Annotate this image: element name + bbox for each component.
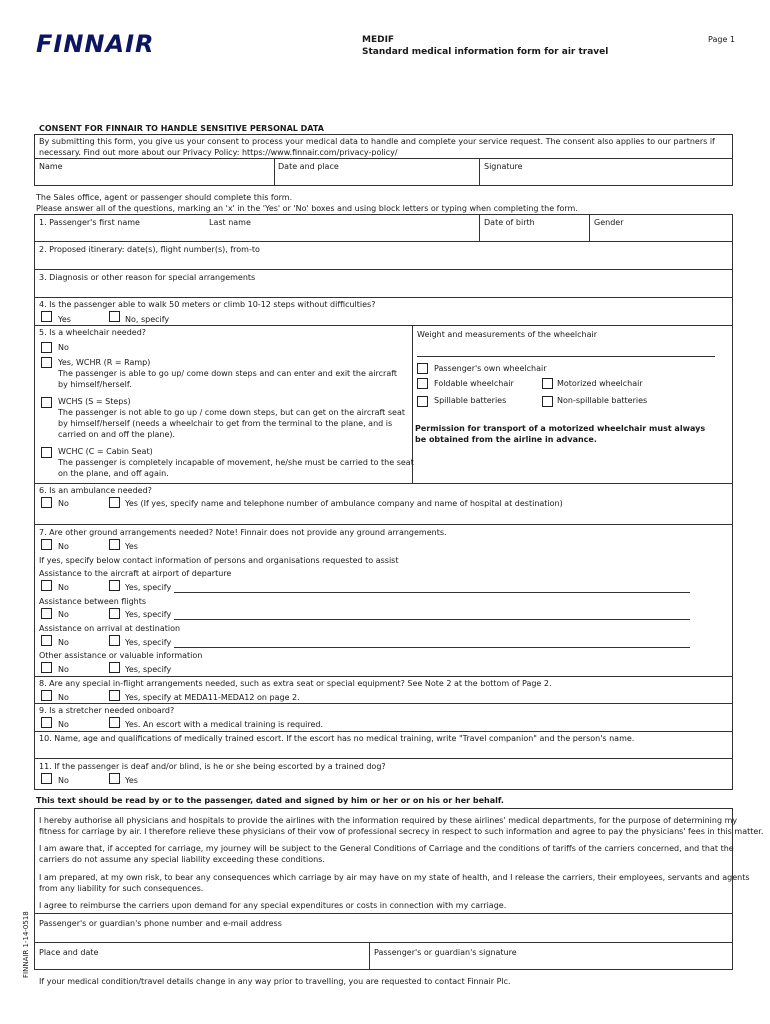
q2-itinerary[interactable]: 2. Proposed itinerary: date(s), flight number(s), from-to bbox=[39, 245, 260, 254]
q7-a4-no-label: No bbox=[58, 665, 69, 674]
q3-diagnosis[interactable]: 3. Diagnosis or other reason for special arrangements bbox=[39, 273, 256, 282]
q7-a4-yes-label: Yes, specify bbox=[125, 665, 172, 674]
q7-a2-no-label: No bbox=[58, 610, 69, 619]
q7-yes-checkbox[interactable] bbox=[109, 539, 120, 550]
declaration-p2-2: carriers do not assume any special liability exceeding these conditions. bbox=[39, 855, 325, 864]
q1-dob[interactable]: Date of birth bbox=[484, 218, 535, 227]
declaration-phone-email-field[interactable]: Passenger's or guardian's phone number and e-mail address bbox=[39, 919, 282, 928]
q7-a1-yes-checkbox[interactable] bbox=[109, 580, 120, 591]
q7-label: 7. Are other ground arrangements needed? Note! Finnair does not provide any ground arrangements. bbox=[39, 528, 447, 537]
q7-a1-no-label: No bbox=[58, 583, 69, 592]
q1-gender[interactable]: Gender bbox=[594, 218, 624, 227]
q7-yes-label: Yes bbox=[125, 542, 138, 551]
q11-yes-checkbox[interactable] bbox=[109, 773, 120, 784]
q5-no-checkbox[interactable] bbox=[41, 342, 52, 353]
q5-nonspillable-checkbox[interactable] bbox=[542, 396, 553, 407]
form-title: Standard medical information form for air travel bbox=[362, 47, 609, 57]
q5-wchr-checkbox[interactable] bbox=[41, 357, 52, 368]
q7-a3-no-checkbox[interactable] bbox=[41, 635, 52, 646]
q5-permission-note-2: be obtained from the airline in advance. bbox=[415, 435, 597, 444]
q5-wchs-desc-2: by himself/herself (needs a wheelchair to get from the terminal to the plane, and is bbox=[58, 419, 393, 428]
q5-wchc-desc-2: on the plane, and off again. bbox=[58, 469, 169, 478]
page-number: Page 1 bbox=[708, 35, 735, 44]
consent-signature-field[interactable]: Signature bbox=[484, 162, 523, 171]
q7-a3-specify-field[interactable] bbox=[174, 647, 690, 648]
q7-a3-yes-label: Yes, specify bbox=[125, 638, 172, 647]
q7-a1-specify-field[interactable] bbox=[174, 592, 690, 593]
q5-wchs-title: WCHS (S = Steps) bbox=[58, 397, 131, 406]
declaration-p1-1: I hereby authorise all physicians and hospitals to provide the airlines with the information required by these airlines' medical departments, for the purpose of determining my bbox=[39, 816, 738, 825]
q7-a1-label: Assistance to the aircraft at airport of departure bbox=[39, 569, 232, 578]
q7-a1-no-checkbox[interactable] bbox=[41, 580, 52, 591]
q11-yes-label: Yes bbox=[125, 776, 138, 785]
footer-note: If your medical condition/travel details change in any way prior to travelling, you are requested to contact Finnair Plc. bbox=[39, 977, 511, 986]
q9-no-label: No bbox=[58, 720, 69, 729]
q8-no-checkbox[interactable] bbox=[41, 690, 52, 701]
q5-wheelchair-weight-field[interactable] bbox=[417, 356, 715, 357]
q9-no-checkbox[interactable] bbox=[41, 717, 52, 728]
q7-a4-label: Other assistance or valuable information bbox=[39, 651, 203, 660]
q7-a2-label: Assistance between flights bbox=[39, 597, 147, 606]
q11-no-label: No bbox=[58, 776, 69, 785]
q4-no-label: No, specify bbox=[125, 315, 170, 324]
declaration-p2-1: I am aware that, if accepted for carriage, my journey will be subject to the General Conditions of Carriage and the conditions of tariffs of the carriers concerned, and that the bbox=[39, 844, 734, 853]
q4-label: 4. Is the passenger able to walk 50 meters or climb 10-12 steps without difficulties? bbox=[39, 300, 376, 309]
q5-wchc-desc-1: The passenger is completely incapable of movement, he/she must be carried to the seat bbox=[58, 458, 414, 467]
q5-nonspillable-label: Non-spillable batteries bbox=[557, 396, 648, 405]
q7-a2-yes-label: Yes, specify bbox=[125, 610, 172, 619]
q1-last-name[interactable]: Last name bbox=[209, 218, 251, 227]
declaration-p4: I agree to reimburse the carriers upon demand for any special expenditures or costs in connection with my carriage. bbox=[39, 901, 507, 910]
declaration-heading: This text should be read by or to the passenger, dated and signed by him or her or on his or her behalf. bbox=[36, 796, 504, 805]
form-code: MEDIF bbox=[362, 35, 395, 45]
q7-a2-no-checkbox[interactable] bbox=[41, 608, 52, 619]
q7-no-label: No bbox=[58, 542, 69, 551]
q9-label: 9. Is a stretcher needed onboard? bbox=[39, 706, 175, 715]
q11-label: 11. If the passenger is deaf and/or blind, is he or she being escorted by a trained dog? bbox=[39, 762, 386, 771]
q6-yes-label: Yes (If yes, specify name and telephone number of ambulance company and name of hospital at destination) bbox=[125, 499, 563, 508]
declaration-p3-1: I am prepared, at my own risk, to bear any consequences which carriage by air may have on my state of health, and I release the carriers, their employees, servants and agents bbox=[39, 873, 750, 882]
q11-no-checkbox[interactable] bbox=[41, 773, 52, 784]
q7-a4-no-checkbox[interactable] bbox=[41, 662, 52, 673]
q5-spillable-label: Spillable batteries bbox=[434, 396, 507, 405]
instructions-1: The Sales office, agent or passenger should complete this form. bbox=[36, 193, 293, 202]
q7-a4-yes-checkbox[interactable] bbox=[109, 662, 120, 673]
q8-yes-label: Yes, specify at MEDA11-MEDA12 on page 2. bbox=[125, 693, 300, 702]
q7-a3-yes-checkbox[interactable] bbox=[109, 635, 120, 646]
q10-escort[interactable]: 10. Name, age and qualifications of medically trained escort. If the escort has no medical training, write "Travel companion" and the person's name. bbox=[39, 734, 635, 743]
q6-yes-checkbox[interactable] bbox=[109, 497, 120, 508]
declaration-place-date-field[interactable]: Place and date bbox=[39, 948, 99, 957]
q7-a2-specify-field[interactable] bbox=[174, 619, 690, 620]
consent-name-field[interactable]: Name bbox=[39, 162, 63, 171]
q5-own-wheelchair-checkbox[interactable] bbox=[417, 363, 428, 374]
q5-label: 5. Is a wheelchair needed? bbox=[39, 328, 147, 337]
q4-yes-label: Yes bbox=[58, 315, 71, 324]
q5-own-wheelchair-label: Passenger's own wheelchair bbox=[434, 364, 547, 373]
consent-title: CONSENT FOR FINNAIR TO HANDLE SENSITIVE PERSONAL DATA bbox=[39, 124, 324, 133]
q5-no-label: No bbox=[58, 343, 69, 352]
q7-a3-no-label: No bbox=[58, 638, 69, 647]
side-code: FINNAIR 1-14-0518 bbox=[22, 911, 30, 978]
q5-wheelchair-weight-label: Weight and measurements of the wheelchair bbox=[417, 330, 598, 339]
q5-wchc-checkbox[interactable] bbox=[41, 447, 52, 458]
q1-first-name[interactable]: 1. Passenger's first name bbox=[39, 218, 140, 227]
q7-no-checkbox[interactable] bbox=[41, 539, 52, 550]
declaration-signature-field[interactable]: Passenger's or guardian's signature bbox=[374, 948, 517, 957]
q5-foldable-label: Foldable wheelchair bbox=[434, 379, 514, 388]
q7-a1-yes-label: Yes, specify bbox=[125, 583, 172, 592]
declaration-p3-2: from any liability for such consequences. bbox=[39, 884, 204, 893]
q6-label: 6. Is an ambulance needed? bbox=[39, 486, 152, 495]
consent-date-place-field[interactable]: Date and place bbox=[278, 162, 339, 171]
q5-wchs-desc-3: carried on and off the plane). bbox=[58, 430, 176, 439]
instructions-2: Please answer all of the questions, marking an 'x' in the 'Yes' or 'No' boxes and using block letters or typing when completing the form. bbox=[36, 204, 578, 213]
q5-spillable-checkbox[interactable] bbox=[417, 396, 428, 407]
q6-no-checkbox[interactable] bbox=[41, 497, 52, 508]
q8-no-label: No bbox=[58, 693, 69, 702]
q9-yes-label: Yes. An escort with a medical training is required. bbox=[125, 720, 324, 729]
q8-yes-checkbox[interactable] bbox=[109, 690, 120, 701]
q5-wchr-desc-2: by himself/herself. bbox=[58, 380, 132, 389]
q8-label: 8. Are any special in-flight arrangements needed, such as extra seat or special equipment? See Note 2 at the bottom of Page 2. bbox=[39, 679, 552, 688]
q4-yes-checkbox[interactable] bbox=[41, 311, 52, 322]
q5-wchr-desc-1: The passenger is able to go up/ come down steps and can enter and exit the aircraft bbox=[58, 369, 398, 378]
q7-a2-yes-checkbox[interactable] bbox=[109, 608, 120, 619]
finnair-logo: FINNAIR bbox=[36, 30, 155, 58]
q5-wchs-desc-1: The passenger is not able to go up / come down steps, but can get on the aircraft seat bbox=[58, 408, 405, 417]
q5-wchs-checkbox[interactable] bbox=[41, 397, 52, 408]
q5-permission-note-1: Permission for transport of a motorized wheelchair must always bbox=[415, 424, 706, 433]
q7-if-yes: If yes, specify below contact information of persons and organisations requested to assist bbox=[39, 556, 399, 565]
q6-no-label: No bbox=[58, 499, 69, 508]
q4-no-checkbox[interactable] bbox=[109, 311, 120, 322]
consent-text-1: By submitting this form, you give us your consent to process your medical data to handle and complete your service request. The consent also applies to our partners if bbox=[39, 137, 715, 146]
q5-wchc-title: WCHC (C = Cabin Seat) bbox=[58, 447, 153, 456]
q5-motorized-checkbox[interactable] bbox=[542, 378, 553, 389]
declaration-p1-2: fitness for carriage by air. I therefore relieve these physicians of their vow of professional secrecy in respect to such information and agree to pay the physicians' fees in this matter. bbox=[39, 827, 764, 836]
consent-text-2: necessary. Find out more about our Privacy Policy: https://www.finnair.com/privacy-policy/ bbox=[39, 148, 398, 157]
q5-foldable-checkbox[interactable] bbox=[417, 378, 428, 389]
q5-wchr-title: Yes, WCHR (R = Ramp) bbox=[58, 358, 151, 367]
q9-yes-checkbox[interactable] bbox=[109, 717, 120, 728]
q7-a3-label: Assistance on arrival at destination bbox=[39, 624, 181, 633]
q5-motorized-label: Motorized wheelchair bbox=[557, 379, 643, 388]
